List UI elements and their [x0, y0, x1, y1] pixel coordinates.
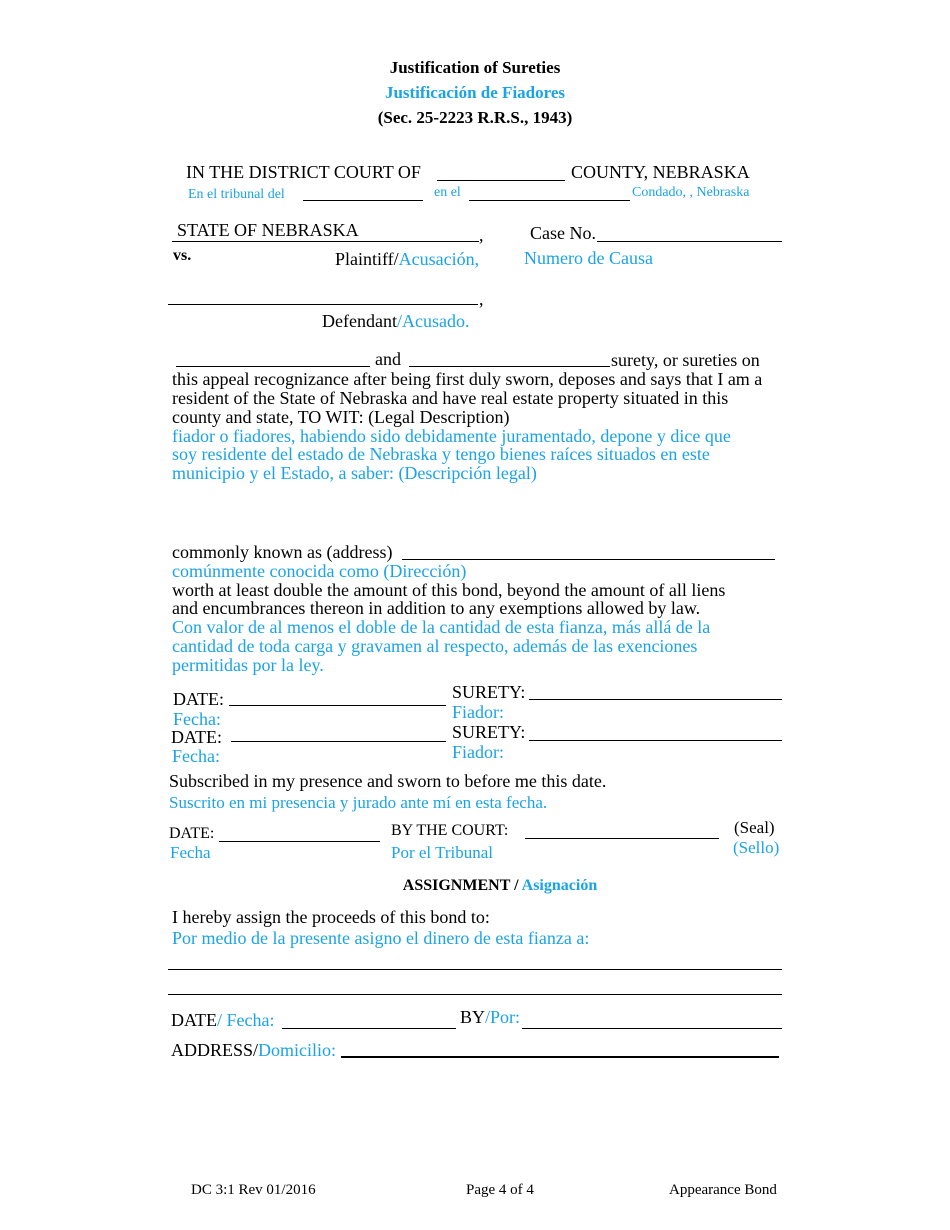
assignment-address-field[interactable] [341, 1056, 779, 1058]
document-title: Justification of Sureties [389, 58, 561, 77]
surety-2-field[interactable] [409, 366, 610, 367]
plaintiff-comma: , [479, 225, 484, 245]
surety-para-es-line: fiador o fiadores, habiendo sido debidamente juramentado, depone y dice que [172, 426, 731, 446]
by-the-court-label-es: Por el Tribunal [391, 843, 494, 862]
assignment-address-label-es: Domicilio: [258, 1040, 337, 1060]
surety-para-es-line: soy residente del estado de Nebraska y tengo bienes raíces situados en este [172, 444, 710, 464]
defendant-label: Defendant [322, 311, 397, 331]
seal-label-es: (Sello) [733, 838, 780, 857]
case-no-label-es: Numero de Causa [524, 248, 653, 268]
surety-para-line: this appeal recognizance after being first duly sworn, deposes and says that I am a [172, 369, 763, 389]
document-name: Appearance Bond [669, 1182, 777, 1198]
court-prefix-es: En el tribunal del [188, 187, 285, 202]
seal-label: (Seal) [734, 818, 775, 837]
by-the-court-label: BY THE COURT: [391, 822, 509, 839]
surety-1-signature-field[interactable] [529, 699, 782, 700]
assignment-heading-es: Asignación [521, 877, 598, 894]
sworn-date-label: DATE: [169, 825, 215, 842]
date-2-field[interactable] [231, 741, 446, 742]
assignment-date-field[interactable] [282, 1028, 456, 1029]
plaintiff-field[interactable] [172, 241, 479, 242]
defendant-comma: , [479, 289, 484, 309]
court-suffix: COUNTY, NEBRASKA [571, 162, 750, 182]
date-label-es: Fecha: [173, 709, 221, 729]
date-label-es: Fecha: [172, 746, 220, 766]
worth-es-line: cantidad de toda carga y gravamen al respecto, además de las exenciones [172, 636, 698, 656]
assignment-heading-en: ASSIGNMENT / [402, 877, 519, 894]
assignment-heading [0, 877, 950, 895]
sworn-date-label-es: Fecha [170, 843, 211, 862]
form-id: DC 3:1 Rev 01/2016 [191, 1182, 316, 1198]
address-label-es: comúnmente conocida como (Dirección) [172, 561, 467, 581]
plaintiff-name: STATE OF NEBRASKA [177, 220, 359, 240]
assignment-by-label: BY [460, 1007, 486, 1027]
assignment-text: I hereby assign the proceeds of this bond to: [172, 907, 490, 927]
condado-field[interactable] [469, 200, 630, 201]
date-label: DATE: [171, 727, 222, 747]
court-prefix: IN THE DISTRICT COURT OF [186, 162, 421, 182]
tribunal-field[interactable] [303, 200, 423, 201]
address-field[interactable] [402, 559, 775, 560]
sworn-date-field[interactable] [219, 841, 380, 842]
surety-label: SURETY: [452, 682, 526, 702]
surety-para-line: county and state, TO WIT: (Legal Description) [172, 407, 510, 427]
statute-reference: (Sec. 25-2223 R.R.S., 1943) [377, 108, 573, 127]
case-no-label: Case No. [530, 223, 596, 243]
surety-para-es-line: municipio y el Estado, a saber: (Descripción legal) [172, 463, 537, 483]
worth-es-line: permitidas por la ley. [172, 655, 324, 675]
surety-text: surety, or sureties on [611, 350, 760, 370]
court-mid-es: en el [434, 185, 461, 200]
county-field[interactable] [437, 180, 565, 181]
and-text: and [375, 349, 401, 369]
assignment-address-label: ADDRESS/ [171, 1040, 259, 1060]
date-1-field[interactable] [229, 705, 446, 706]
assignment-text-es: Por medio de la presente asigno el dinero de esta fianza a: [172, 928, 590, 948]
assignee-field-1[interactable] [168, 969, 782, 970]
plaintiff-label: Plaintiff/ [335, 249, 399, 269]
surety-para-line: resident of the State of Nebraska and have real estate property situated in this [172, 388, 729, 408]
worth-line: worth at least double the amount of this bond, beyond the amount of all liens [172, 580, 726, 600]
vs-label: vs. [173, 247, 192, 264]
assignment-by-label-es: /Por: [485, 1007, 521, 1027]
defendant-label-es: /Acusado. [396, 311, 470, 331]
address-label: commonly known as (address) [172, 542, 393, 562]
court-signature-field[interactable] [525, 838, 719, 839]
assignment-date-label-es: / Fecha: [217, 1010, 275, 1030]
worth-es-line: Con valor de al menos el doble de la cantidad de esta fianza, más allá de la [172, 617, 711, 637]
surety-label: SURETY: [452, 722, 526, 742]
assignment-date-label: DATE [171, 1010, 217, 1030]
surety-label-es: Fiador: [452, 742, 504, 762]
assignee-field-2[interactable] [168, 994, 782, 995]
surety-label-es: Fiador: [452, 702, 504, 722]
sworn-text-es: Suscrito en mi presencia y jurado ante mí en esta fecha. [169, 793, 548, 812]
court-suffix-es: Condado, , Nebraska [632, 185, 750, 200]
surety-1-field[interactable] [176, 366, 370, 367]
page-number: Page 4 of 4 [466, 1182, 534, 1198]
date-label: DATE: [173, 689, 224, 709]
surety-2-signature-field[interactable] [529, 740, 782, 741]
document-title-es: Justificación de Fiadores [384, 83, 566, 102]
worth-line: and encumbrances thereon in addition to any exemptions allowed by law. [172, 598, 701, 618]
defendant-field[interactable] [168, 304, 478, 305]
assignment-by-field[interactable] [522, 1028, 782, 1029]
case-no-field[interactable] [597, 241, 782, 242]
plaintiff-label-es: Acusación, [398, 249, 480, 269]
sworn-text: Subscribed in my presence and sworn to before me this date. [169, 771, 607, 791]
